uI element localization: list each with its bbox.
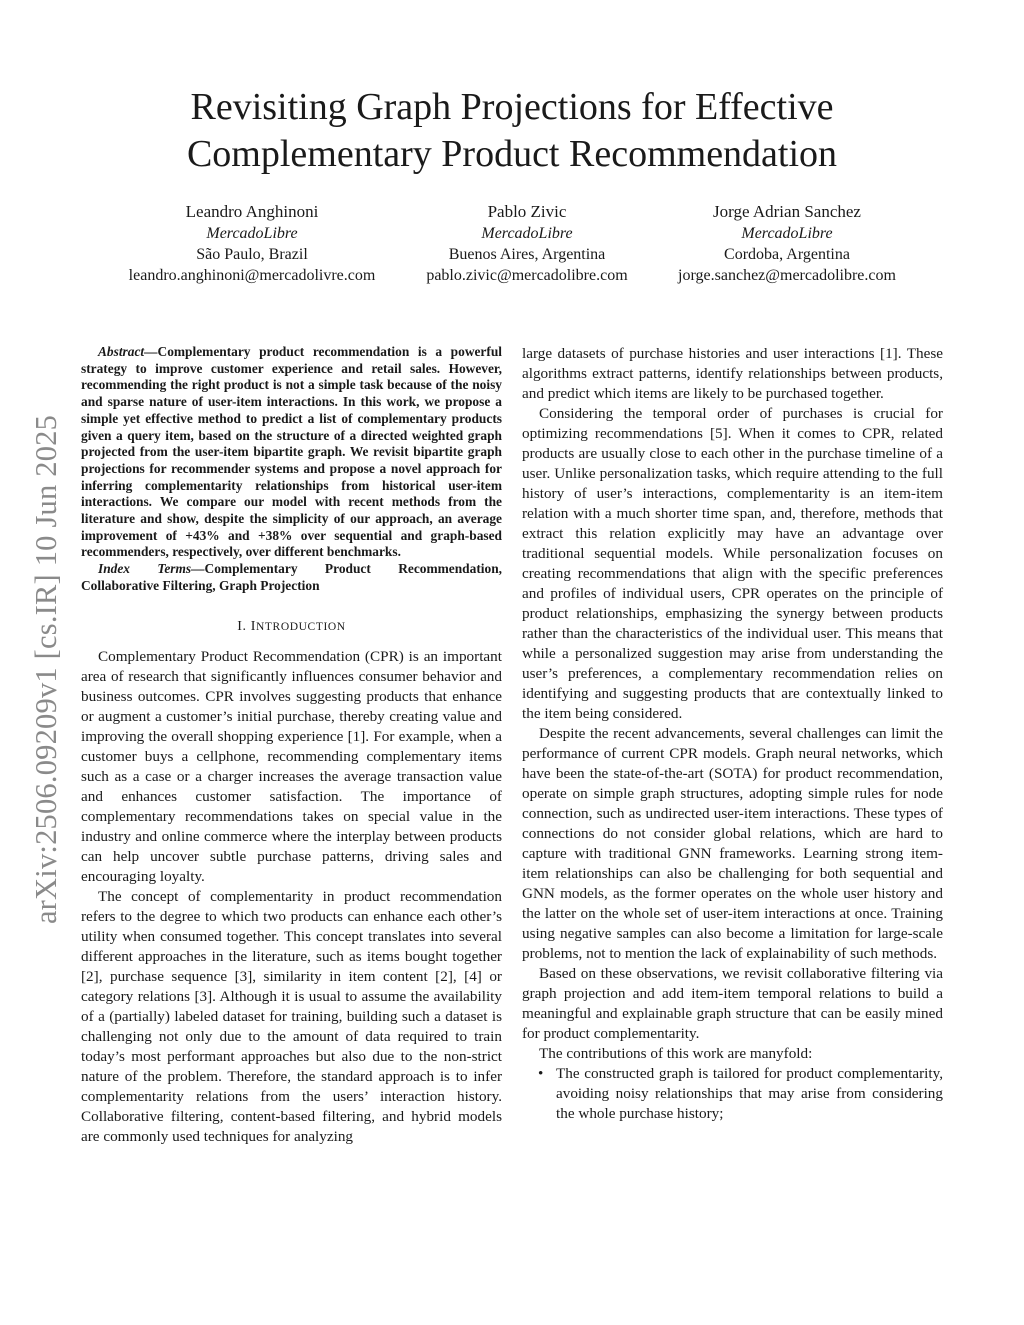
author-email: pablo.zivic@mercadolibre.com bbox=[426, 267, 628, 284]
author-location: Buenos Aires, Argentina bbox=[448, 246, 606, 263]
author-affiliation: MercadoLibre bbox=[481, 225, 573, 242]
paragraph: Considering the temporal order of purchases is crucial for optimizing recommendations [5]. When it comes to CPR, related products are usually close to each other in the purchase timeline of a user. Unlike personalization tasks, which require attending to the full history of user’s interactions, complementarity is an item-item relation with a much shorter time span, and, therefore, methods that extract this relation explicitly may have an advantage over traditional sequential models. While personalization focuses on creating recommendations that align with the specific preferences and profiles of individual users, CPR operates on the principle of product relationships, emphasizing the synergy between products rather than the characteristics of the individual user. This means that while a personalized suggestion may arise from understanding the user’s preferences, a complementary recommendation relies on identifying and suggesting products that are contextually linked to the item being considered. bbox=[522, 405, 943, 722]
author-email: jorge.sanchez@mercadolibre.com bbox=[678, 267, 896, 284]
paper-title: Revisiting Graph Projections for Effective Complementary Product Recommendation bbox=[186, 86, 838, 175]
paragraph: Complementary Product Recommendation (CPR) is an important area of research that significantly influences consumer behavior and business outcomes. CPR involves suggesting products that enhance or augment a customer’s initial purchase, thereby creating value and improving the overall shopping experience [1]. For example, when a customer buys a cellphone, recommending complementary items such as a case or a charger increases the average transaction value and enhances customer satisfaction. The importance of complementary recommendations takes on special value in the industry and online commerce where the interplay between products can help uncover subtle purchase patterns, driving sales and encouraging loyalty. bbox=[81, 647, 502, 885]
author-block bbox=[637, 201, 937, 286]
paragraph-continuation: large datasets of purchase histories and user interactions [1]. These algorithms extract patterns, identify relationships between products, and predict which items are likely to be purchased together. bbox=[522, 345, 943, 402]
paragraph: Despite the recent advancements, several challenges can limit the performance of current CPR models. Graph neural networks, which have been the state-of-the-art (SOTA) for product recommendation, operate on simple graph structures, adopting simple rules for node connection, such as undirected user-item interactions. These types of connections do not consider global relations, which are hard to capture with traditional GNN frameworks. Learning strong item-item relationships can also be challenging for both sequential and GNN models, as the former operates on the whole user history and the latter on the whole set of user-item interactions at once. Training using negative samples can also become a limitation for large-scale problems, not to mention the lack of explainability of such methods. bbox=[522, 725, 943, 962]
right-column bbox=[522, 344, 943, 1124]
author-affiliation: MercadoLibre bbox=[741, 225, 833, 242]
abstract bbox=[81, 344, 502, 561]
author-email: leandro.anghinoni@mercadolivre.com bbox=[128, 267, 376, 284]
abstract-text: Complementary product recommendation is a powerful strategy to improve customer experience and retail sales. However, recommending the right product is not a simple task because of the noisy and sparse nature of user-item interactions. In this work, we propose a simple yet effective method to predict a list of complementary products given a query item, based on the structure of a directed weighted graph projected from the user-item bipartite graph. We revisit bipartite graph projections for recommender systems and propose a novel approach for inferring complementarity relationships from historical user-item interactions. We compare our model with recent methods from the literature and show, despite the simplicity of our approach, an average improvement of +43% and +38% over sequential and graph-based recommenders, respectively, over different benchmarks. bbox=[81, 344, 502, 560]
paragraph: Based on these observations, we revisit collaborative filtering via graph projection and add item-item temporal relations to build a meaningful and explainable graph structure that can be easily mined for product complementarity. bbox=[522, 965, 943, 1042]
author-block bbox=[377, 201, 677, 286]
list-item-text: The constructed graph is tailored for product complementarity, avoiding noisy relationships that may arise from considering the whole purchase history; bbox=[556, 1065, 943, 1122]
author-name: Pablo Zivic bbox=[487, 202, 567, 221]
paragraph: The concept of complementarity in product recommendation refers to the degree to which two products can enhance each other’s utility when consumed together. This concept translates into several different approaches in the literature, such as items bought together [2], purchase sequence [3], similarity in item content [2], [4] or category relations [3]. Although it is usual to assume the availability of a (partially) labeled dataset for training, building such a dataset is challenging not only due to the amount of data required to train today’s most performant approaches but also due to the non-strict nature of the problem. Therefore, the standard approach is to infer complementarity relations from the users’ interaction history. Collaborative filtering, content-based filtering, and hybrid models are commonly used techniques for analyzing bbox=[81, 887, 502, 1145]
index-terms bbox=[81, 561, 502, 594]
author-block bbox=[102, 201, 402, 286]
author-name: Leandro Anghinoni bbox=[185, 202, 319, 221]
contribution-list bbox=[522, 1064, 943, 1124]
list-item bbox=[522, 1064, 943, 1124]
section-heading: I. INTRODUCTION bbox=[237, 618, 346, 634]
left-column bbox=[81, 344, 502, 1147]
arxiv-identifier-text: arXiv:2506.09209v1 [cs.IR] 10 Jun 2025 bbox=[29, 414, 64, 924]
author-affiliation: MercadoLibre bbox=[206, 225, 298, 242]
index-terms-text: Complementary Product Recommendation, Collaborative Filtering, Graph Projection bbox=[81, 561, 502, 593]
author-location: Cordoba, Argentina bbox=[724, 246, 850, 263]
author-location: São Paulo, Brazil bbox=[196, 246, 308, 263]
abstract-label: Abstract— bbox=[98, 344, 158, 359]
arxiv-identifier bbox=[22, 374, 72, 964]
author-name: Jorge Adrian Sanchez bbox=[713, 202, 861, 221]
bullet-icon: • bbox=[538, 1065, 544, 1082]
paragraph: The contributions of this work are manyfold: bbox=[539, 1045, 813, 1062]
index-terms-label: Index Terms— bbox=[98, 561, 205, 577]
